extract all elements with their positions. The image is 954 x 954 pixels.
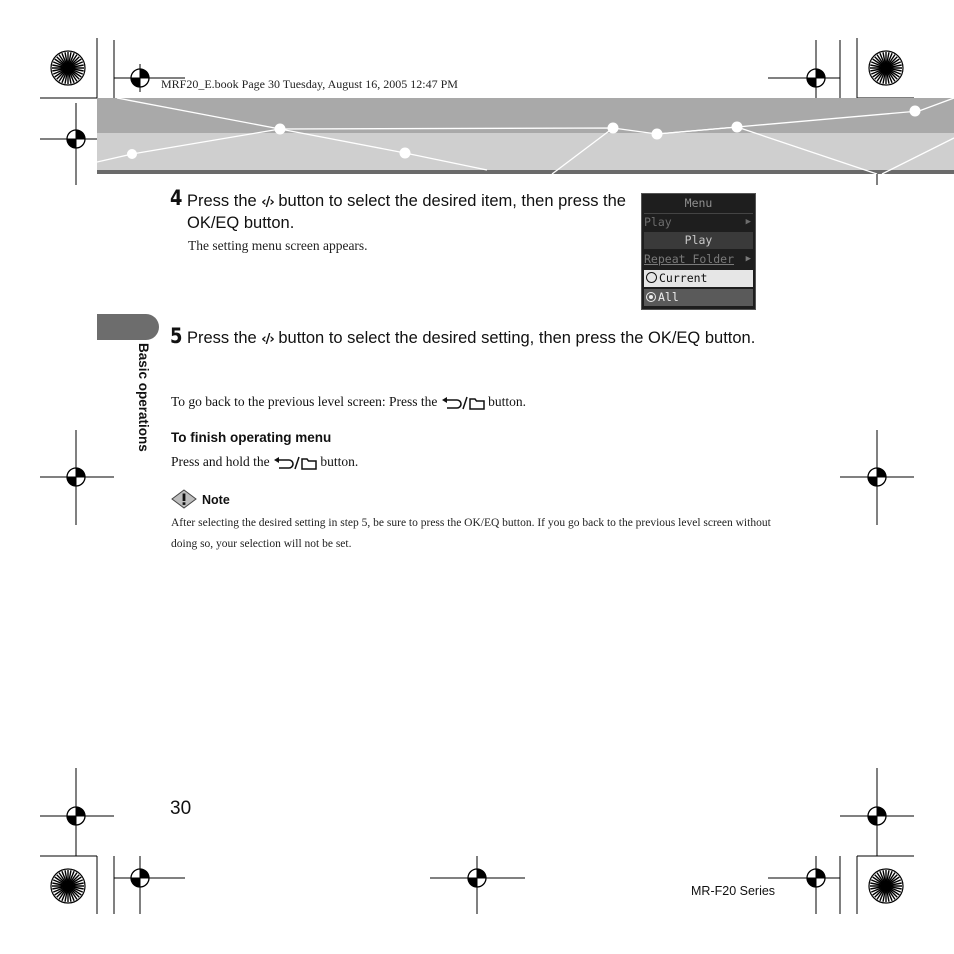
triangle-right-icon: ▶ <box>745 217 751 227</box>
left-right-arrows-icon: ‹/› <box>261 332 274 347</box>
left-right-arrows-icon: ‹/› <box>261 195 274 210</box>
print-header: MRF20_E.book Page 30 Tuesday, August 16, 2005 12:47 PM <box>161 77 458 91</box>
section-tab <box>97 314 159 340</box>
screen-title: Menu <box>684 196 713 210</box>
finish-heading: To finish operating menu <box>171 430 332 445</box>
screen-row-repeat-folder: Repeat Folder ▶ <box>644 252 751 266</box>
screen-row-play-header: Play <box>644 232 753 249</box>
series-name: MR-F20 Series <box>691 884 776 898</box>
note-icon <box>171 489 197 509</box>
step-4-text: Press the ‹/› button to select the desired item, then press the OK/EQ button. <box>187 192 626 232</box>
device-screen <box>641 193 756 310</box>
screen-option-current: Current <box>644 270 753 287</box>
note-text: After selecting the desired setting in step 5, be sure to press the OK/EQ button. If you go back to the previous level screen without doing so, your selection will not be set. <box>171 517 771 550</box>
step-5-text: Press the ‹/› button to select the desired setting, then press the OK/EQ button. <box>187 329 756 347</box>
star-target-icon <box>51 51 85 85</box>
radio-unselected-icon <box>646 272 657 283</box>
back-folder-icon <box>273 456 317 470</box>
screen-option-all: All <box>644 289 753 306</box>
header-banner <box>97 98 954 174</box>
triangle-right-icon: ▶ <box>745 254 751 264</box>
back-folder-icon <box>441 396 485 410</box>
page-number: 30 <box>170 798 192 819</box>
screen-row-play: Play ▶ <box>644 215 751 229</box>
back-hint: To go back to the previous level screen: Press the button. <box>171 394 526 409</box>
step-number-4: 4 <box>170 186 183 210</box>
section-side-label: Basic operations <box>136 343 151 452</box>
note-title: Note <box>202 493 230 507</box>
step-number-5: 5 <box>170 324 183 348</box>
radio-selected-icon <box>646 292 656 302</box>
step-4-subtext: The setting menu screen appears. <box>188 238 368 253</box>
finish-text: Press and hold the button. <box>171 454 359 469</box>
